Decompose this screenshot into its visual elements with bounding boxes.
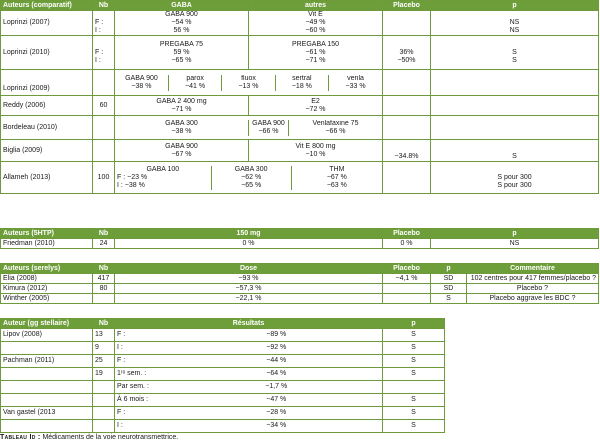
comparative-table	[0, 0, 599, 194]
table-header: Auteurs (serelys) Nb Dose Placebo p Commentaire	[1, 264, 599, 274]
table-row: Winther (2005) −22,1 % S Placebo aggrave les BDC ?	[1, 294, 599, 304]
caption-label: Tableau Id :	[0, 434, 41, 441]
table-row: Reddy (2006) 60 GABA 2 400 mg −71 % E2 −72 %	[1, 96, 599, 116]
table-row: I : −34 % S	[1, 420, 445, 433]
table-row: Bordeleau (2010) GABA 300 −38 % GABA 900 −66 % Venlafaxine 75 −66 %	[1, 116, 599, 140]
table-row: Friedman (2010) 24 0 % 0 % NS	[1, 239, 599, 249]
table-row: Elia (2008) 417 −93 % −4,1 % SD 102 centres pour 417 femmes/placebo ?	[1, 274, 599, 284]
table-row: Biglia (2009) GABA 900 −67 % Vit E 800 mg −10 % −34.8% S	[1, 140, 599, 162]
table-row: Allameh (2013) 100 GABA 100 F : −23 % I : −38 % GABA 300 −62 % −65 % THM −67 % −63 % S pour 300 S pour 300	[1, 162, 599, 194]
table-row: 9 I : −92 % S	[1, 342, 445, 355]
table-row: 19 1ʳᵉ sem. : −64 % S	[1, 368, 445, 381]
table-header: Auteurs (5HTP) Nb 150 mg Placebo p	[1, 229, 599, 239]
table-row: Loprinzi (2007) F : I : GABA 900 −54 % 56 % Vit E −49 % −60 % NS NS	[1, 11, 599, 36]
table-row: Van gastel (2013 F : −28 % S	[1, 407, 445, 420]
table-header: Auteurs (comparatif) Nb GABA autres Placebo p	[1, 1, 599, 11]
table-header: Auteur (gg stellaire) Nb Résultats p	[1, 319, 445, 329]
table-row: Kimura (2012) 80 −57,3 % SD Placebo ?	[1, 284, 599, 294]
5htp-table	[0, 228, 599, 249]
table-row: À 6 mois : −47 % S	[1, 394, 445, 407]
table-row: Lipov (2008) 13 F : −89 % S	[1, 329, 445, 342]
table-row: Loprinzi (2010) F : I : PREGABA 75 59 % −65 % PREGABA 150 −61 % −71 % 36% −50% S S	[1, 36, 599, 70]
serelys-table	[0, 263, 599, 304]
table-caption	[0, 434, 178, 441]
stellate-ganglion-table	[0, 318, 445, 433]
table-row: Par sem. : −1,7 %	[1, 381, 445, 394]
table-row: Pachman (2011) 25 F : −44 % S	[1, 355, 445, 368]
table-row: Loprinzi (2009) GABA 900 −38 % parox −41 % fluox −13 % sertral −18 % venla −33 %	[1, 70, 599, 96]
caption-text: Médicaments de la voie neurotransmettrice.	[40, 434, 179, 441]
